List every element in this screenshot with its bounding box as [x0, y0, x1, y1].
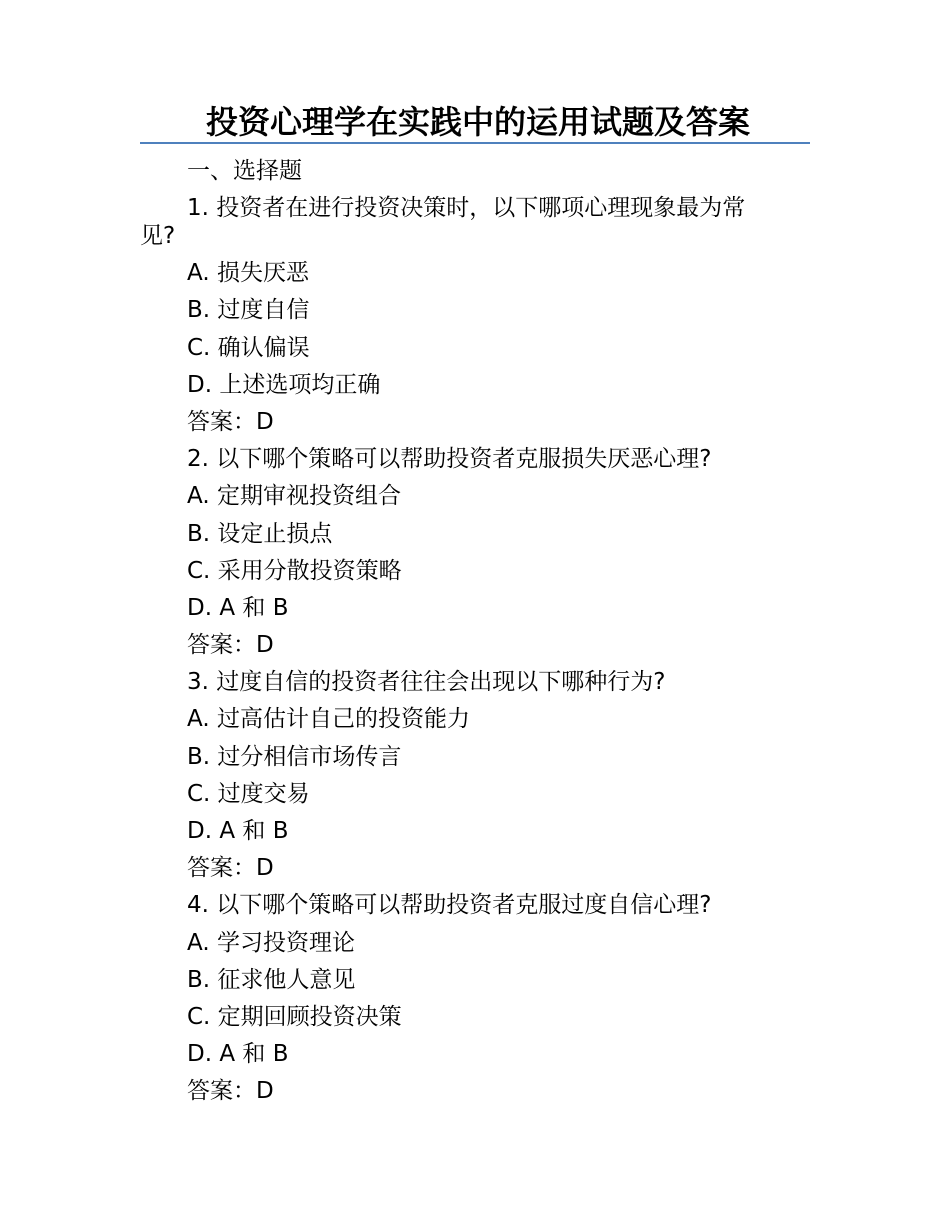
question-stem: 4. 以下哪个策略可以帮助投资者克服过度自信心理?: [187, 892, 712, 919]
answer-line: 答案：D: [187, 632, 274, 659]
section-heading: 一、选择题: [187, 158, 302, 184]
question-stem: 2. 以下哪个策略可以帮助投资者克服损失厌恶心理?: [187, 446, 712, 473]
answer-line: 答案：D: [187, 855, 274, 882]
question-stem: 3. 过度自信的投资者往往会出现以下哪种行为?: [187, 669, 666, 696]
option-item: C. 确认偏误: [187, 334, 310, 361]
option-item: A. 过高估计自己的投资能力: [187, 706, 470, 733]
question-stem-line: 1. 投资者在进行投资决策时，以下哪项心理现象最为常: [187, 195, 746, 222]
option-item: A. 定期审视投资组合: [187, 483, 401, 510]
answer-line: 答案：D: [187, 408, 274, 435]
option-item: C. 定期回顾投资决策: [187, 1003, 402, 1030]
question-stem: [140, 194, 800, 250]
option-item: B. 过度自信: [187, 297, 310, 324]
option-item: C. 过度交易: [187, 780, 310, 807]
option-item: B. 过分相信市场传言: [187, 743, 402, 770]
option-item: D. A 和 B: [187, 818, 289, 844]
option-item: C. 采用分散投资策略: [187, 557, 402, 584]
option-item: A. 损失厌恶: [187, 260, 309, 287]
option-item: D. 上述选项均正确: [187, 371, 381, 398]
answer-line: 答案：D: [187, 1078, 274, 1105]
option-item: A. 学习投资理论: [187, 929, 355, 956]
option-item: B. 征求他人意见: [187, 966, 356, 993]
page-title: 投资心理学在实践中的运用试题及答案: [206, 103, 751, 141]
option-item: D. A 和 B: [187, 594, 289, 621]
option-item: B. 设定止损点: [187, 520, 333, 547]
question-stem-line: 见?: [140, 223, 176, 250]
document-body: [140, 153, 800, 1111]
option-item: D. A 和 B: [187, 1041, 289, 1068]
title-block: [140, 98, 810, 144]
